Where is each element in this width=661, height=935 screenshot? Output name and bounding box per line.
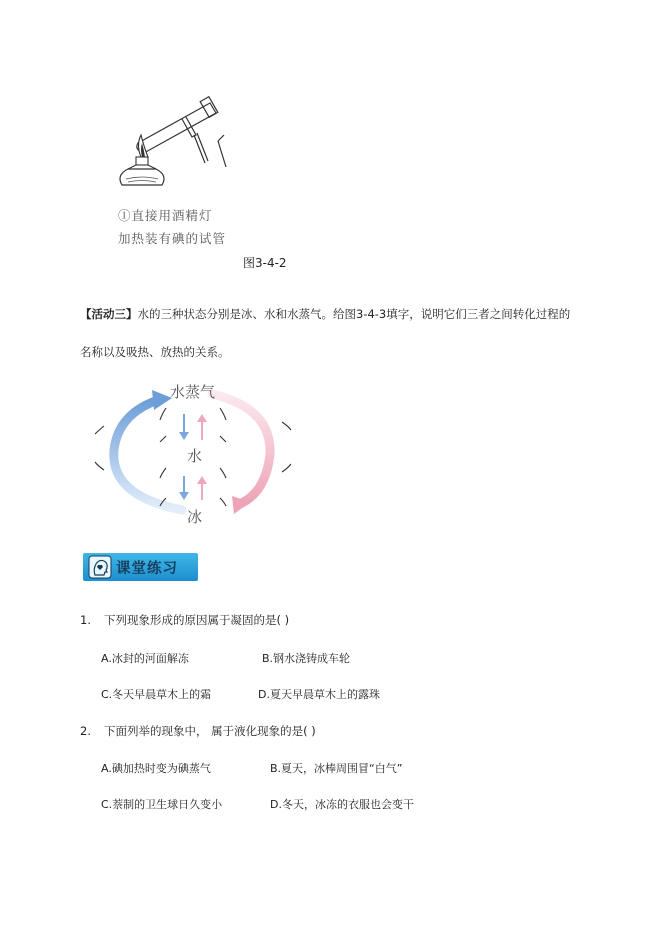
question-1-option-c: C.冬天早晨草木上的霜 <box>101 688 212 701</box>
section-title: 课堂练习 <box>116 561 178 577</box>
head-diamond-icon <box>88 555 112 579</box>
question-2 <box>80 723 316 739</box>
question-1-option-d: D.夏天早晨草木上的露珠 <box>258 688 380 701</box>
activity-tag: 【活动三】 <box>80 307 138 321</box>
right-arc-arrow <box>212 394 270 504</box>
question-2-option-b: B.夏天，冰棒周围冒“白气” <box>270 762 403 775</box>
question-2-option-a: A.碘加热时变为碘蒸气 <box>101 762 211 775</box>
state-vapor-label: 水蒸气 <box>170 383 216 401</box>
figure-label: 图3-4-2 <box>243 256 287 270</box>
activity-paragraph-line2: 名称以及吸热、放热的关系。 <box>80 345 230 359</box>
question-number: 2. <box>80 724 91 738</box>
state-ice-label: 冰 <box>187 508 203 526</box>
activity-paragraph-line1 <box>80 306 570 322</box>
question-text: 下面列举的现象中， 属于液化现象的是( ) <box>104 724 316 738</box>
question-1 <box>80 612 289 628</box>
figure-caption-line1: ①直接用酒精灯 <box>118 208 213 223</box>
question-1-option-a: A.冰封的河面解冻 <box>101 652 189 665</box>
state-water-label: 水 <box>187 447 203 465</box>
question-2-option-d: D.冬天，冰冻的衣服也会变干 <box>270 798 414 811</box>
left-arc-arrow <box>114 400 182 510</box>
question-number: 1. <box>80 613 91 627</box>
question-2-option-c: C.萘制的卫生球日久变小 <box>101 798 223 811</box>
question-text: 下列现象形成的原因属于凝固的是( ) <box>104 613 290 627</box>
activity-text: 水的三种状态分别是冰、水和水蒸气。给图3-4-3填字，说明它们三者之间转化过程的 <box>137 307 571 321</box>
question-1-option-b: B.钢水浇铸成车轮 <box>262 652 351 665</box>
figure-caption-line2: 加热装有碘的试管 <box>118 231 226 246</box>
